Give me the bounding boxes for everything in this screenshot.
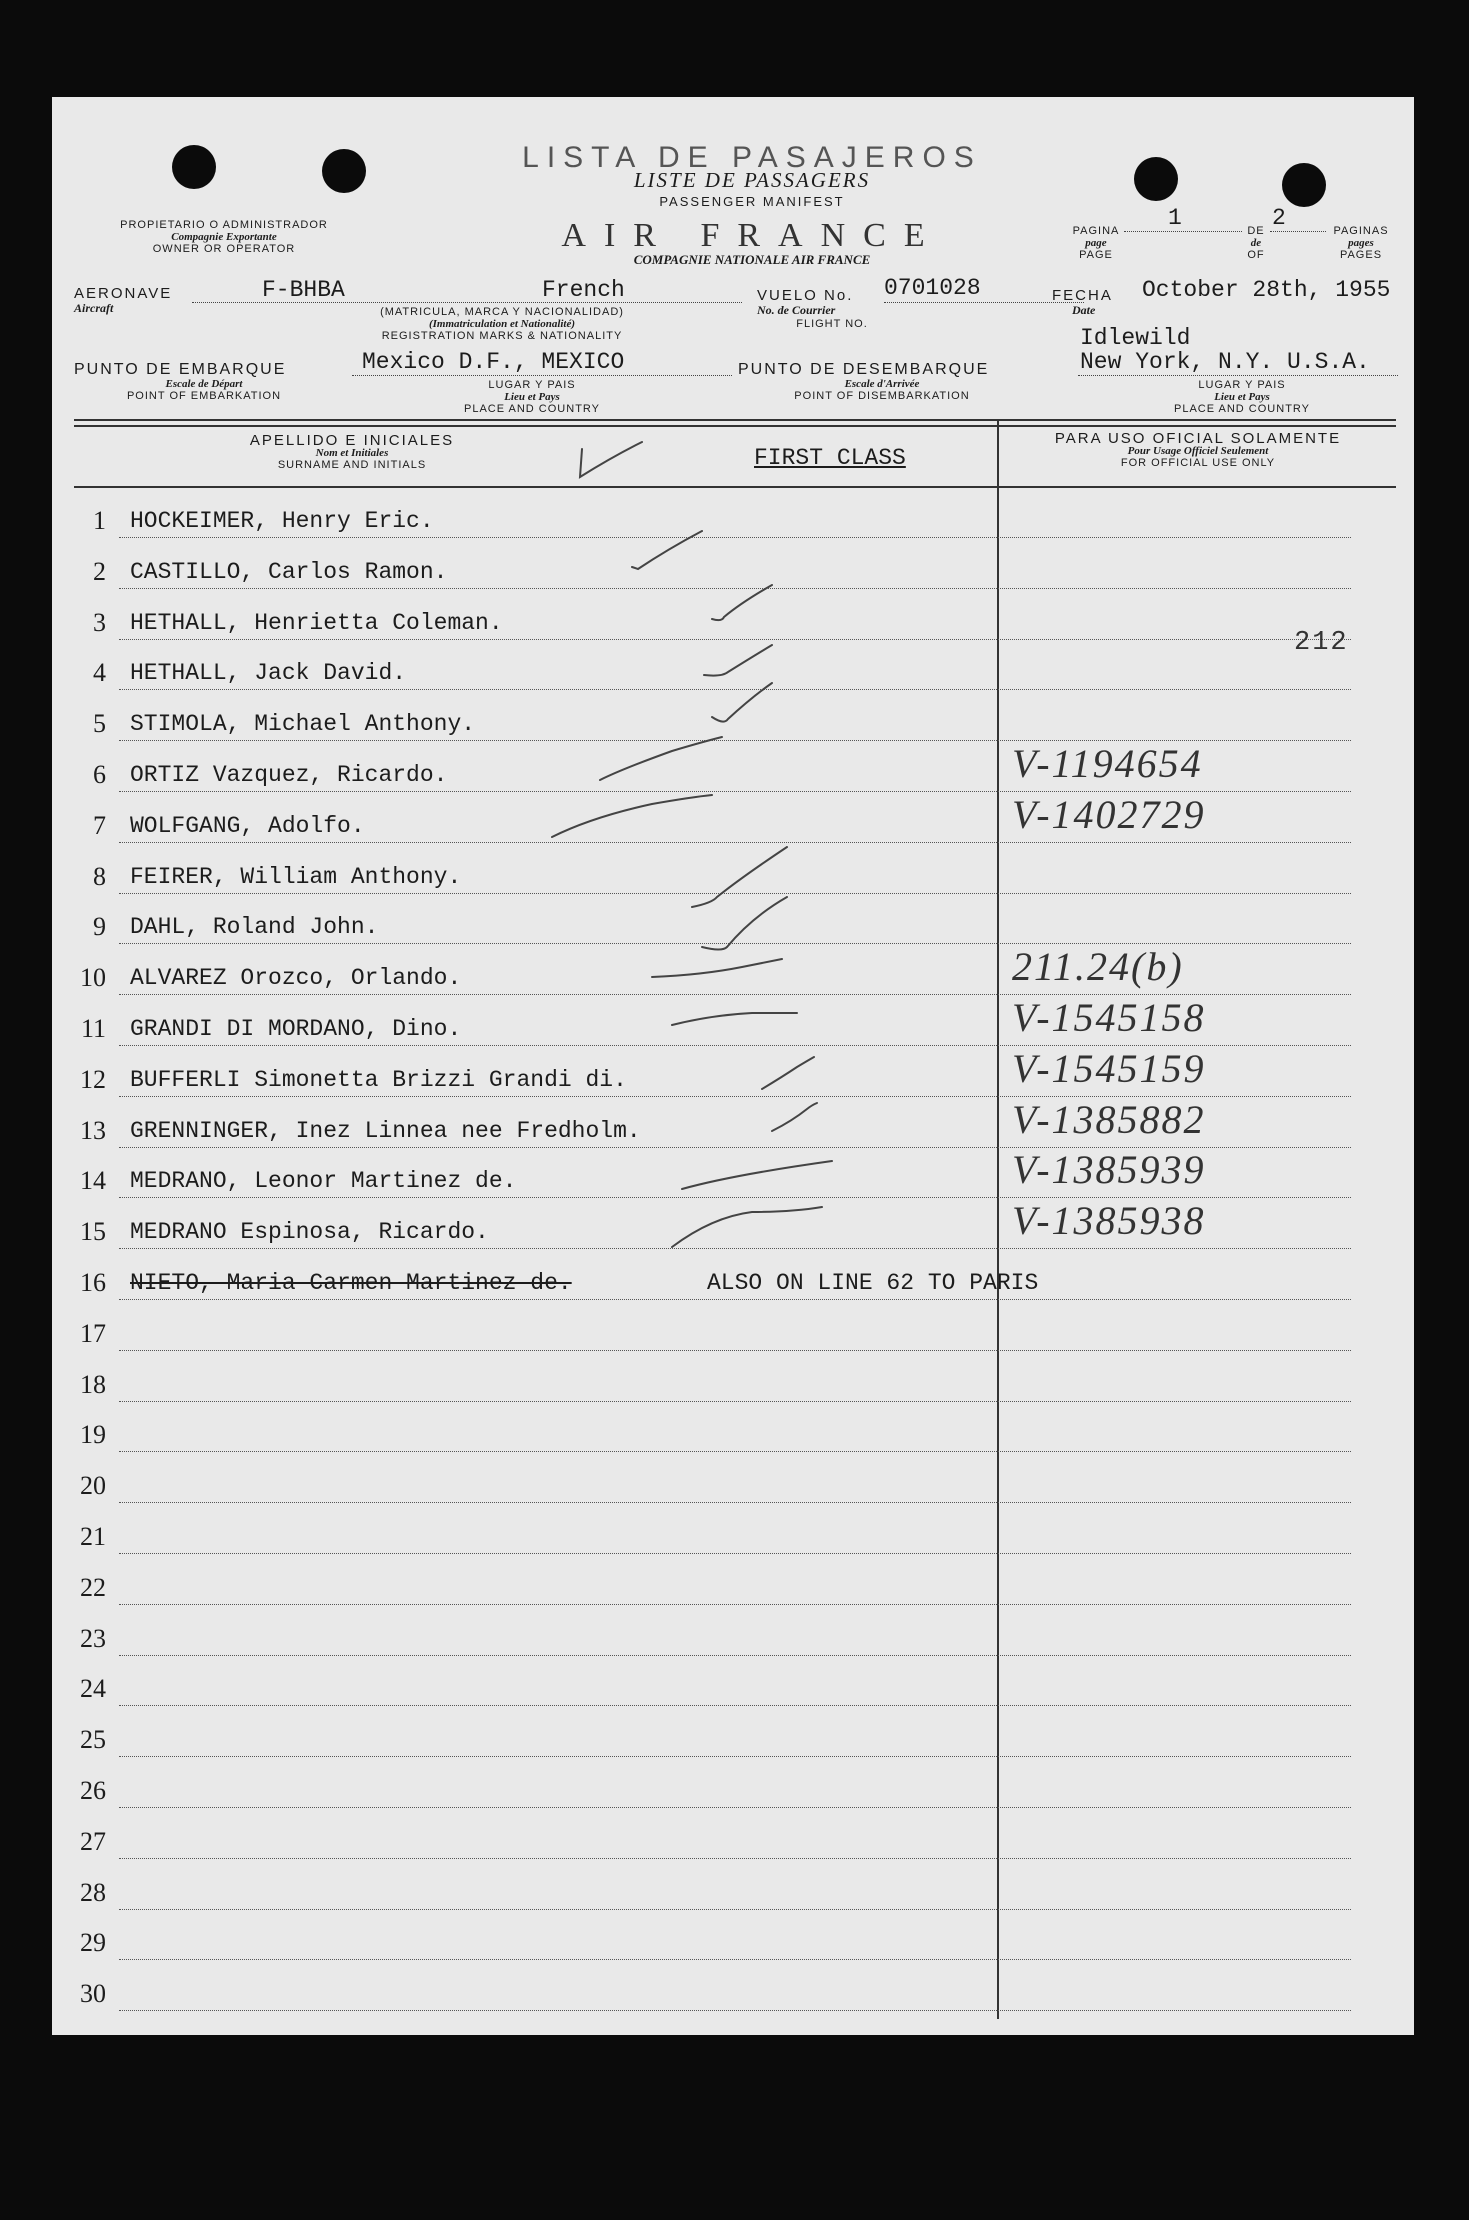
check-mark-icon [600,737,722,780]
aircraft-reg-fr: (Immatriculation et Nationalité) [428,318,576,330]
disembark-place-es: LUGAR Y PAIS [1198,379,1286,391]
row-number: 19 [80,1420,106,1450]
row-number: 2 [93,556,106,586]
row-number: 15 [80,1217,106,1247]
class-label: FIRST CLASS [754,445,906,471]
disembark-label-fr: Escale d'Arrivée [844,378,920,390]
passenger-name: FEIRER, William Anthony. [130,863,462,890]
official-note: 211.24(b) [1012,944,1184,990]
aircraft-reg-es: (MATRICULA, MARCA Y NACIONALIDAD) [380,306,624,318]
page-number: 1 [1168,205,1182,231]
check-mark-icon [772,1103,817,1131]
page-label-en: PAGE [1079,249,1113,261]
passenger-name: BUFFERLI Simonetta Brizzi Grandi di. [130,1066,627,1093]
passenger-name: MEDRANO, Leonor Martinez de. [130,1168,517,1195]
passenger-name: ORTIZ Vazquez, Ricardo. [130,762,448,788]
check-mark-icon [712,683,772,722]
official-column-fr: Pour Usage Officiel Seulement [1127,445,1269,457]
embark-place-es: LUGAR Y PAIS [488,379,576,391]
page-of-es: DE [1247,225,1265,237]
aircraft-reg-en: REGISTRATION MARKS & NATIONALITY [381,330,623,342]
page-label-es: PAGINA [1072,225,1120,237]
airline-name: AIR FRANCE [561,217,943,254]
check-mark-icon [692,847,787,907]
passenger-name: MEDRANO Espinosa, Ricardo. [130,1219,489,1246]
airline-subtitle: COMPAGNIE NATIONALE AIR FRANCE [633,252,871,267]
passenger-name: WOLFGANG, Adolfo. [130,812,365,839]
pages-label-en: PAGES [1339,249,1383,261]
check-mark-icon [672,1013,797,1025]
row-number: 25 [80,1725,106,1755]
row-number: 11 [80,1014,106,1043]
owner-label-fr: Compagnie Exportante [171,231,277,243]
passenger-name: NIETO, Maria Carmen Martinez de. [130,1270,572,1296]
flight-label-fr: No. de Courrier [757,303,836,317]
official-note: V-1385939 [1012,1147,1206,1193]
passenger-name: DAHL, Roland John. [130,914,379,941]
passenger-name: ALVAREZ Orozco, Orlando. [130,965,462,992]
date-label: FECHA [1052,287,1113,304]
passenger-name: GRENNINGER, Inez Linnea nee Fredholm. [130,1117,641,1144]
official-note: V-1545158 [1012,995,1206,1040]
row-number: 1 [93,506,106,535]
row-number: 22 [80,1572,106,1602]
disembark-label-en: POINT OF DISEMBARKATION [794,390,970,402]
row-number: 3 [93,607,106,637]
passenger-name: GRANDI DI MORDANO, Dino. [130,1016,462,1042]
title-fr: LISTE DE PASSAGERS [633,168,871,192]
row-number: 12 [80,1064,106,1094]
check-mark-icon [580,442,642,477]
check-mark-icon [672,1207,822,1247]
passenger-name: HETHALL, Henrietta Coleman. [130,609,503,636]
check-mark-icon [702,897,787,950]
row-number: 4 [93,658,106,688]
row-number: 29 [80,1928,106,1958]
embark-label-fr: Escale de Départ [165,378,243,390]
passenger-name: HOCKEIMER, Henry Eric. [130,508,434,534]
page-label-fr: page [1085,237,1107,249]
owner-label-en: OWNER OR OPERATOR [152,243,296,255]
row-number: 13 [80,1115,106,1145]
row-number: 21 [80,1522,106,1551]
page-total: 2 [1272,205,1286,231]
check-mark-icon [682,1161,832,1189]
official-note: V-1545159 [1012,1045,1206,1091]
official-note: V-1402729 [1012,791,1206,837]
page-of-en: OF [1247,249,1265,261]
official-column-en: FOR OFFICIAL USE ONLY [1120,457,1276,469]
embark-value: Mexico D.F., MEXICO [362,349,625,375]
row-number: 6 [93,760,106,789]
disembark-place-en: PLACE AND COUNTRY [1174,403,1310,415]
official-note: 212 [1294,628,1349,659]
check-mark-icon [762,1057,814,1089]
embark-label: PUNTO DE EMBARQUE [74,361,287,378]
official-note: V-1194654 [1012,741,1203,786]
row-number: 20 [80,1471,106,1501]
disembark-label: PUNTO DE DESEMBARQUE [738,361,990,378]
embark-place-en: PLACE AND COUNTRY [464,403,600,415]
embark-place-fr: Lieu et Pays [504,391,560,403]
official-column-es: PARA USO OFICIAL SOLAMENTE [1054,430,1342,447]
row-number: 7 [93,810,106,840]
row-number: 5 [93,709,106,739]
name-column-fr: Nom et Initiales [315,447,389,459]
manifest-sheet [52,97,1414,2035]
pages-label-fr: pages [1348,237,1374,249]
row-number: 23 [80,1623,106,1653]
flight-label-en: FLIGHT NO. [796,318,868,330]
page-of-fr: de [1250,237,1262,249]
passenger-remark: ALSO ON LINE 62 TO PARIS [707,1270,1039,1296]
aircraft-value: F-BHBA [262,277,345,303]
row-number: 16 [80,1268,106,1297]
date-value: October 28th, 1955 [1142,277,1391,303]
disembark-value: New York, N.Y. U.S.A. [1080,349,1370,375]
row-number: 28 [80,1877,106,1907]
check-mark-icon [632,531,702,569]
row-number: 17 [80,1318,106,1348]
owner-label-es: PROPIETARIO O ADMINISTRADOR [120,219,328,231]
passenger-name: STIMOLA, Michael Anthony. [130,711,476,738]
pages-label-es: PAGINAS [1333,225,1389,237]
passenger-name: CASTILLO, Carlos Ramon. [130,558,448,585]
flight-label: VUELO No. [757,287,854,304]
row-number: 9 [93,912,106,942]
check-mark-icon [652,959,782,977]
aircraft-label-fr: Aircraft [74,301,114,315]
aircraft-nationality: French [542,277,625,303]
check-mark-icon [704,645,772,676]
official-note: V-1385938 [1012,1198,1206,1244]
name-column-es: APELLIDO E INICIALES [249,432,455,449]
passenger-name: HETHALL, Jack David. [130,660,407,687]
check-mark-icon [712,585,772,620]
row-number: 14 [80,1166,106,1196]
row-number: 24 [80,1674,106,1704]
aircraft-label: AERONAVE [74,285,173,302]
row-number: 27 [80,1826,106,1856]
row-number: 26 [80,1776,106,1805]
name-column-en: SURNAME AND INITIALS [277,459,427,471]
check-mark-icon [552,795,712,837]
date-label-fr: Date [1072,303,1096,317]
flight-value: 0701028 [884,275,981,301]
check-marks [52,97,1414,2035]
official-note: V-1385882 [1012,1096,1206,1142]
row-number: 30 [80,1979,106,2009]
row-number: 8 [93,861,106,891]
row-number: 10 [80,963,106,993]
title-en: PASSENGER MANIFEST [659,194,845,209]
embark-label-en: POINT OF EMBARKATION [126,390,282,402]
disembark-airport: Idlewild [1080,325,1191,351]
title-es: LISTA DE PASAJEROS [522,141,982,174]
disembark-place-fr: Lieu et Pays [1214,391,1270,403]
row-number: 18 [80,1369,106,1399]
